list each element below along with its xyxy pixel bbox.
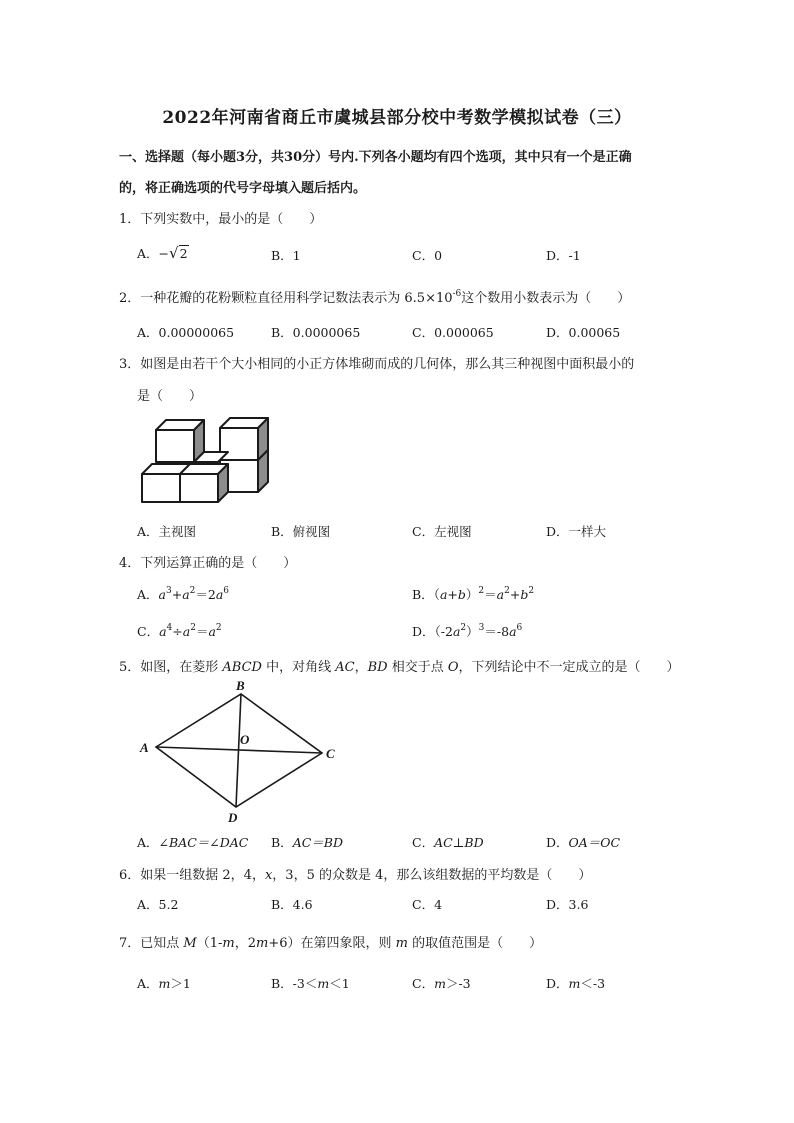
q4-option-a: A．$a^3+a^2=2a^6$ — [137, 586, 230, 602]
sqrt-symbol: √ — [169, 244, 179, 262]
q7-option-c: C．m＞-3 — [412, 976, 471, 991]
rhombus-figure — [136, 676, 346, 826]
cube-stack-figure — [138, 414, 274, 506]
q6-option-d: D．3.6 — [546, 897, 589, 912]
section-instructions-line2: 的，将正确选项的代号字母填入题后括内。 — [119, 181, 367, 196]
q7-option-b: B．-3＜m＜1 — [271, 976, 350, 991]
q3-stem-line1: 3．如图是由若干个大小相同的小正方体堆砌而成的几何体，那么其三种视图中面积最小的 — [119, 357, 635, 372]
q3-option-d: D．一样大 — [546, 524, 607, 539]
q2-option-a: A．0.00000065 — [137, 325, 235, 340]
q5-option-c: C．AC⊥BD — [412, 835, 484, 850]
q1-option-a: A．−√2 — [137, 244, 188, 262]
cube-front-face — [180, 474, 218, 502]
q5-stem: 5．如图，在菱形 ABCD 中，对角线 AC，BD 相交于点 O，下列结论中不一定成立的是（ ） — [119, 660, 680, 675]
q4-option-b: B．$(a+b)^2=a^2+b^2$ — [412, 586, 535, 602]
q5-option-a: A．∠BAC＝∠DAC — [137, 835, 249, 850]
q1-stem: 1．下列实数中，最小的是（ ） — [119, 212, 323, 227]
q2-option-c: C．0.000065 — [412, 325, 494, 340]
q6-stem: 6．如果一组数据 2，4，x，3，5 的众数是 4，那么该组数据的平均数是（ ） — [119, 868, 592, 883]
q5-option-d: D．OA＝OC — [546, 835, 621, 850]
q6-option-a: A．5.2 — [137, 897, 179, 912]
vertex-label-a: A — [140, 740, 149, 755]
section-instructions-line1: 一、选择题（每小题3分，共30分）号内.下列各小题均有四个选项，其中只有一个是正确 — [119, 150, 632, 165]
q5-option-b: B．AC＝BD — [271, 835, 343, 850]
q7-stem: 7．已知点 M（1-m，2m+6）在第四象限，则 m 的取值范围是（ ） — [119, 936, 543, 951]
page-title: 2022年河南省商丘市虞城县部分校中考数学模拟试卷（三） — [162, 108, 632, 128]
q3-option-c: C．左视图 — [412, 524, 472, 539]
q6-option-c: C．4 — [412, 897, 443, 912]
q3-stem-line2: 是（ ） — [137, 389, 203, 404]
q4-stem: 4．下列运算正确的是（ ） — [119, 556, 297, 571]
q3-option-a: A．主视图 — [137, 524, 197, 539]
q2-stem: 2．一种花瓣的花粉颗粒直径用科学记数法表示为 $6.5\times 10^{-6}$这个数用小数表示为（ ） — [119, 289, 631, 306]
q4-option-d: D．$(-2a^2)^3=-8a^6$ — [412, 623, 523, 639]
q3-option-b: B．俯视图 — [271, 524, 331, 539]
q1-option-b: B．1 — [271, 248, 301, 263]
vertex-label-b: B — [236, 678, 245, 693]
q7-option-d: D．m＜-3 — [546, 976, 606, 991]
q1-option-c: C．0 — [412, 248, 443, 263]
q2-option-d: D．0.00065 — [546, 325, 621, 340]
center-label-o: O — [240, 732, 250, 747]
q1-option-d: D．-1 — [546, 248, 581, 263]
q2-option-b: B．0.0000065 — [271, 325, 361, 340]
q7-option-a: A．m＞1 — [137, 976, 191, 991]
vertex-label-c: C — [326, 746, 335, 761]
cube-front-face — [156, 430, 194, 462]
q4-option-c: C．$a^4\div a^2=a^2$ — [137, 623, 222, 639]
cube-front-face — [142, 474, 180, 502]
q6-option-b: B．4.6 — [271, 897, 313, 912]
vertex-label-d: D — [228, 810, 238, 825]
